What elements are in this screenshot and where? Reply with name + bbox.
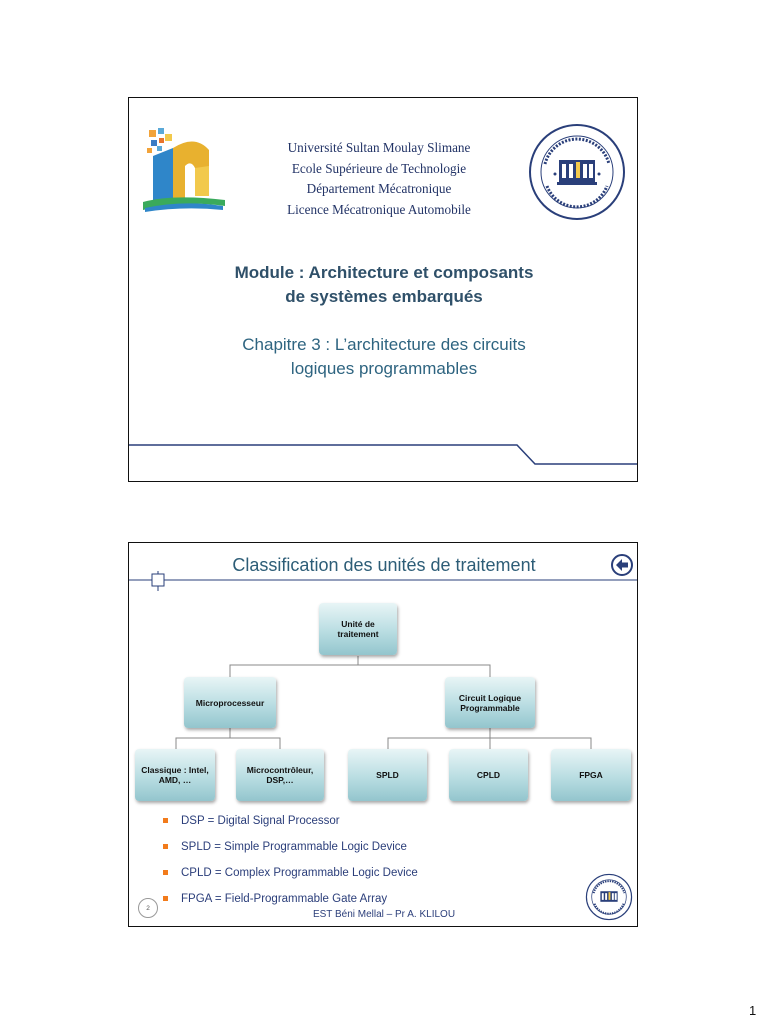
slide-page-number: 2 — [138, 898, 158, 918]
list-item: DSP = Digital Signal Processor — [163, 813, 418, 839]
classification-slide — [128, 542, 638, 927]
node-microprocesseur: Microprocesseur — [184, 677, 276, 728]
sheet-page-number: 1 — [749, 1003, 757, 1018]
module-title — [129, 261, 639, 309]
university-logo-icon — [143, 126, 225, 212]
chapter-title — [129, 333, 639, 381]
definitions-list — [163, 813, 418, 917]
node-unite-de-traitement: Unité de traitement — [319, 603, 397, 655]
slide-title: Classification des unités de traitement — [232, 555, 536, 575]
slide-footer: EST Béni Mellal – Pr A. KLILOU — [312, 909, 456, 920]
node-fpga: FPGA — [551, 749, 631, 801]
chapter-title-line-1: Chapitre 3 : L’architecture des circuits — [242, 335, 526, 354]
node-cpld: CPLD — [449, 749, 528, 801]
list-item: CPLD = Complex Programmable Logic Device — [163, 865, 418, 891]
school-seal-icon — [585, 873, 633, 921]
node-spld: SPLD — [348, 749, 427, 801]
decorative-line — [129, 438, 637, 468]
node-classique: Classique : Intel, AMD, … — [135, 749, 215, 801]
institution-lines — [239, 138, 519, 220]
module-title-line-2: de systèmes embarqués — [285, 287, 483, 306]
node-microcontroleur: Microcontrôleur, DSP,… — [236, 749, 324, 801]
title-slide — [128, 97, 638, 482]
list-item: SPLD = Simple Programmable Logic Device — [163, 839, 418, 865]
list-item: FPGA = Field-Programmable Gate Array — [163, 891, 418, 917]
module-title-line-1: Module : Architecture et composants — [234, 263, 534, 282]
school-name: Ecole Supérieure de Technologie — [291, 160, 467, 176]
school-seal-icon — [527, 122, 627, 222]
department-name: Département Mécatronique — [306, 181, 452, 196]
node-circuit-logique-programmable: Circuit Logique Programmable — [445, 677, 535, 728]
university-name: Université Sultan Moulay Slimane — [287, 140, 471, 155]
program-name: Licence Mécatronique Automobile — [287, 201, 471, 217]
chapter-title-line-2: logiques programmables — [290, 359, 478, 378]
